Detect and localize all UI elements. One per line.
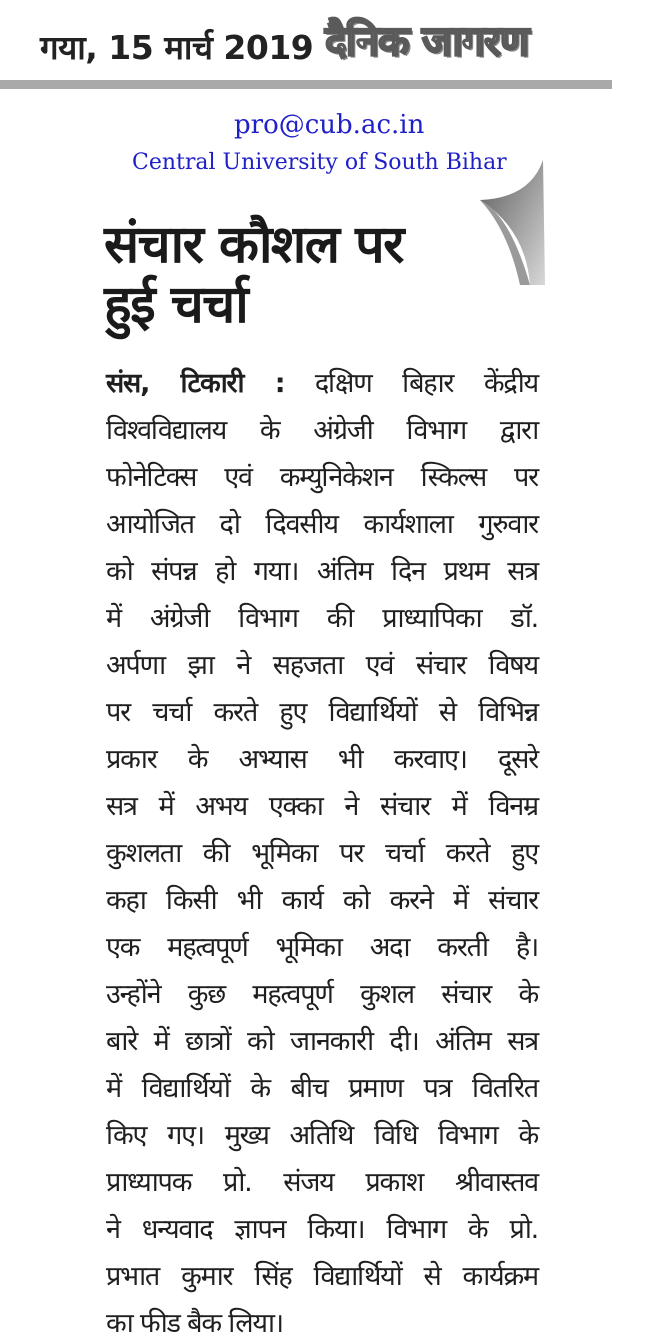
dateline: गया, 15 मार्च 2019 [40,28,314,67]
masthead-rule [0,80,612,89]
body-line: आयोजित दो दिवसीय कार्यशाला गुरुवार [106,509,538,540]
body-line [106,360,538,407]
body-line: किए गए। मुख्य अतिथि विधि विभाग के [106,1120,538,1151]
body-line: प्रकार के अभ्यास भी करवाए। दूसरे [106,744,538,775]
body-line: एक महत्वपूर्ण भूमिका अदा करती है। [106,932,538,963]
article-lead: संस, टिकारी : [106,368,285,399]
headline [104,215,534,335]
newspaper-logo: दैनिक जागरण [325,17,529,65]
article-body [106,360,538,1338]
body-line-text: दक्षिण बिहार केंद्रीय [284,368,538,399]
body-line: सत्र में अभय एक्का ने संचार में विनम्र [106,791,538,822]
headline-line: संचार कौशल पर [104,215,403,275]
body-line: फोनेटिक्स एवं कम्युनिकेशन स्किल्स पर [106,462,538,493]
body-line: विश्वविद्यालय के अंग्रेजी विभाग द्वारा [106,415,538,446]
body-line: कुशलता की भूमिका पर चर्चा करते हुए [106,838,538,869]
body-line: अर्पणा झा ने सहजता एवं संचार विषय [106,650,538,681]
masthead [0,0,612,88]
body-line: उन्होंने कुछ महत्वपूर्ण कुशल संचार के [106,979,538,1010]
clipping-university: Central University of South Bihar [132,150,507,175]
body-line: को संपन्न हो गया। अंतिम दिन प्रथम सत्र [106,556,538,587]
body-line: में विद्यार्थियों के बीच प्रमाण पत्र वितरित [106,1073,538,1104]
clipping-email: pro@cub.ac.in [234,110,425,140]
body-line: ने धन्यवाद ज्ञापन किया। विभाग के प्रो. [106,1214,538,1245]
body-line: का फीड बैक लिया। [106,1308,283,1338]
body-line: में अंग्रेजी विभाग की प्राध्यापिका डॉ. [106,603,538,634]
body-line: पर चर्चा करते हुए विद्यार्थियों से विभिन्न [106,697,538,728]
headline-line: हुई चर्चा [104,275,248,335]
body-line: बारे में छात्रों को जानकारी दी। अंतिम सत्र [106,1026,538,1057]
body-line: कहा किसी भी कार्य को करने में संचार [106,885,538,916]
body-line: प्रभात कुमार सिंह विद्यार्थियों से कार्यक्रम [106,1261,538,1292]
body-line: प्राध्यापक प्रो. संजय प्रकाश श्रीवास्तव [106,1167,538,1198]
